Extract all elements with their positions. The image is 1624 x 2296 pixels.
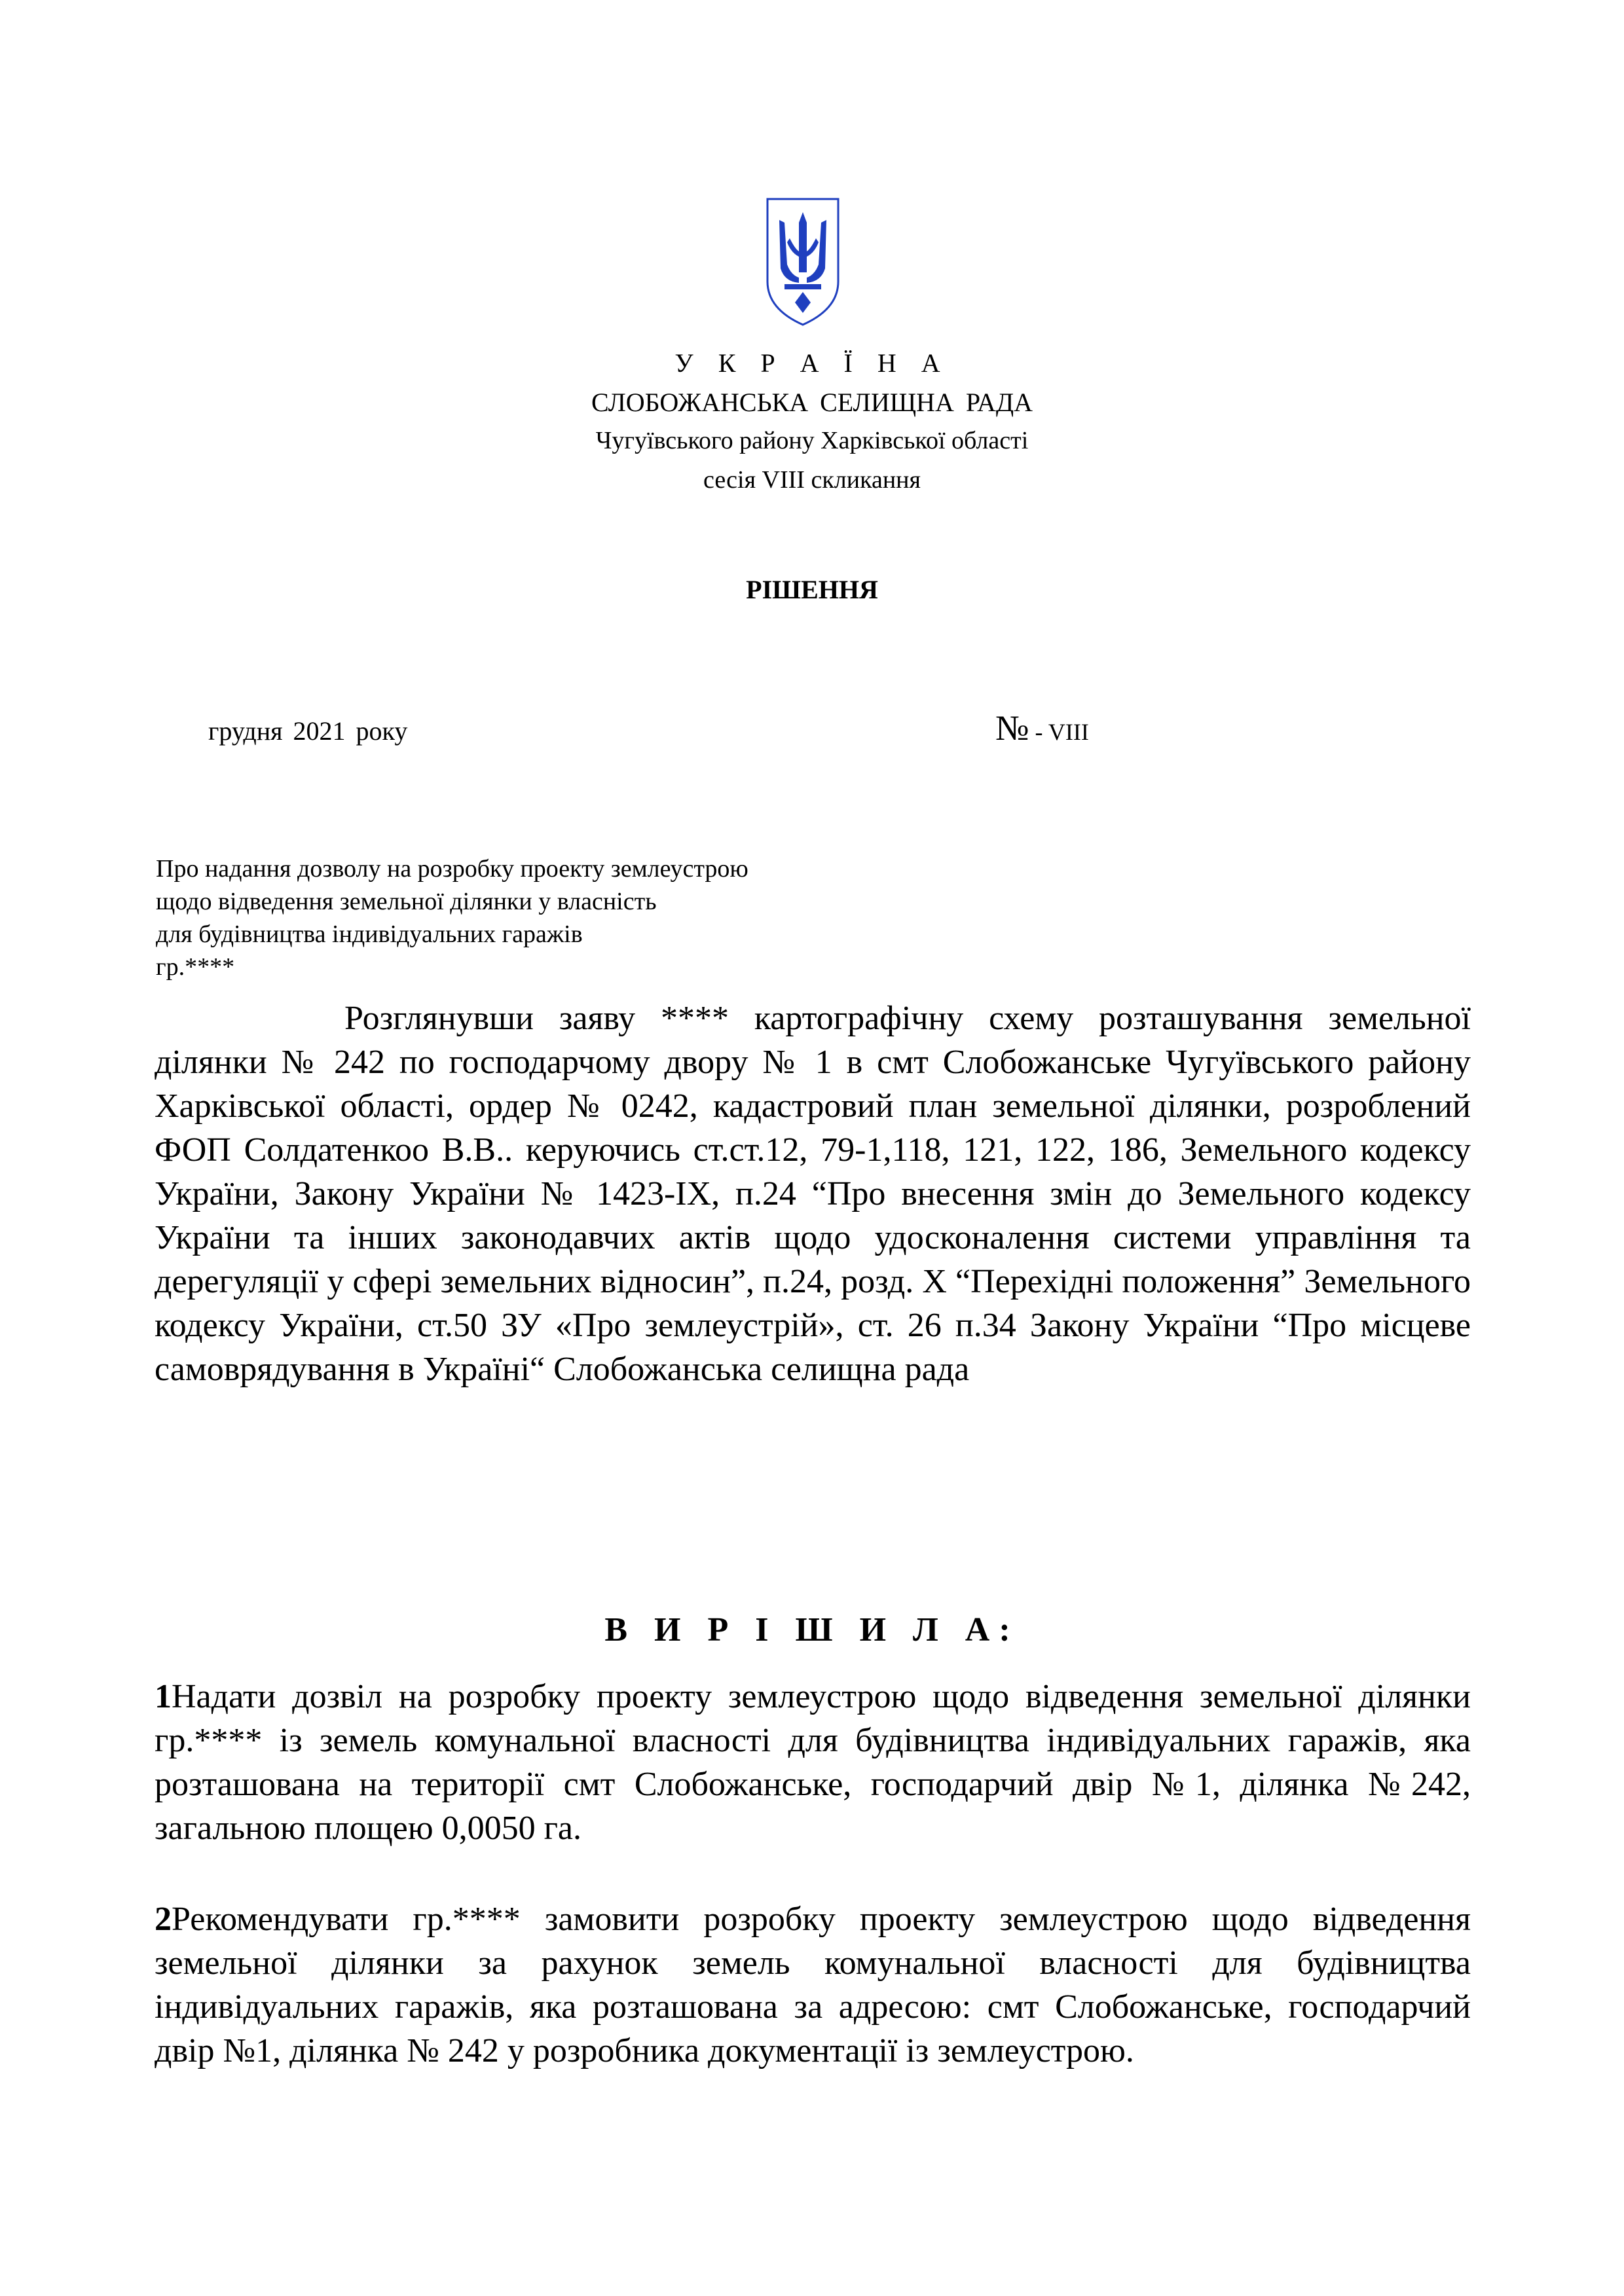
decision-date: грудня 2021 року [208,716,408,746]
item-number: 1 [155,1678,172,1715]
subject-line: щодо відведення земельної ділянки у власність [156,888,657,915]
subject-line: гр.**** [156,953,235,981]
ukraine-coat-of-arms-icon [765,196,841,327]
resolution-item-1 [155,1675,1471,1850]
item-text: Рекомендувати гр.**** замовити розробку проекту землеустрою щодо відведення земельної ділянки за рахунок земель комунальної власності для будівництва індивідуальних гаражів, яка розташована за адресою: смт Слобожанське, господарчий двір №1, ділянка № 242 у розробника документації із землеустрою. [155,1901,1471,2069]
header-country: У К Р А Ї Н А [674,348,950,378]
header-council: СЛОБОЖАНСЬКА СЕЛИЩНА РАДА [591,388,1033,417]
number-sign: № [995,708,1029,748]
decision-subject [156,852,748,983]
header-district: Чугуївського району Харківської області [595,427,1029,454]
preamble-paragraph: Розглянувши заяву **** картографічну схему розташування земельної ділянки № 242 по господарчому двору № 1 в смт Слобожанське Чугуївського району Харківської області, ордер № 0242, кадастровий план земельної ділянки, розроблений ФОП Солдатенкоо В.В.. керуючись ст.ст.12, 79-1,118, 121, 122, 186, Земельного кодексу України, Закону України № 1423-IX, п.24 “Про внесення змін до Земельного кодексу України та інших законодавчих актів щодо удосконалення системи управління та дерегуляції у сфері земельних відносин”, п.24, розд. Х “Перехідні положення” Земельного кодексу України, ст.50 ЗУ «Про землеустрій», ст. 26 п.34 Закону України “Про місцеве самоврядування в Україні“ Слобожанська селищна рада [155,1000,1471,1388]
subject-line: Про надання дозволу на розробку проекту землеустрою [156,855,748,883]
item-text: Надати дозвіл на розробку проекту землеустрою щодо відведення земельної ділянки гр.**** із земель комунальної власності для будівництва індивідуальних гаражів, яка розташована на території смт Слобожанське, господарчий двір №1, ділянка №242, загальною площею 0,0050 га. [155,1678,1471,1847]
resolved-heading: В И Р І Ш И Л А: [604,1611,1020,1649]
number-value: - VIII [1029,719,1089,745]
subject-line: для будівництва індивідуальних гаражів [156,920,583,948]
item-number: 2 [155,1901,172,1938]
decision-number [995,708,1089,757]
resolution-item-2 [155,1897,1471,2073]
header-session: сесія VIII скликання [703,466,921,494]
decision-title: РІШЕННЯ [746,575,878,604]
